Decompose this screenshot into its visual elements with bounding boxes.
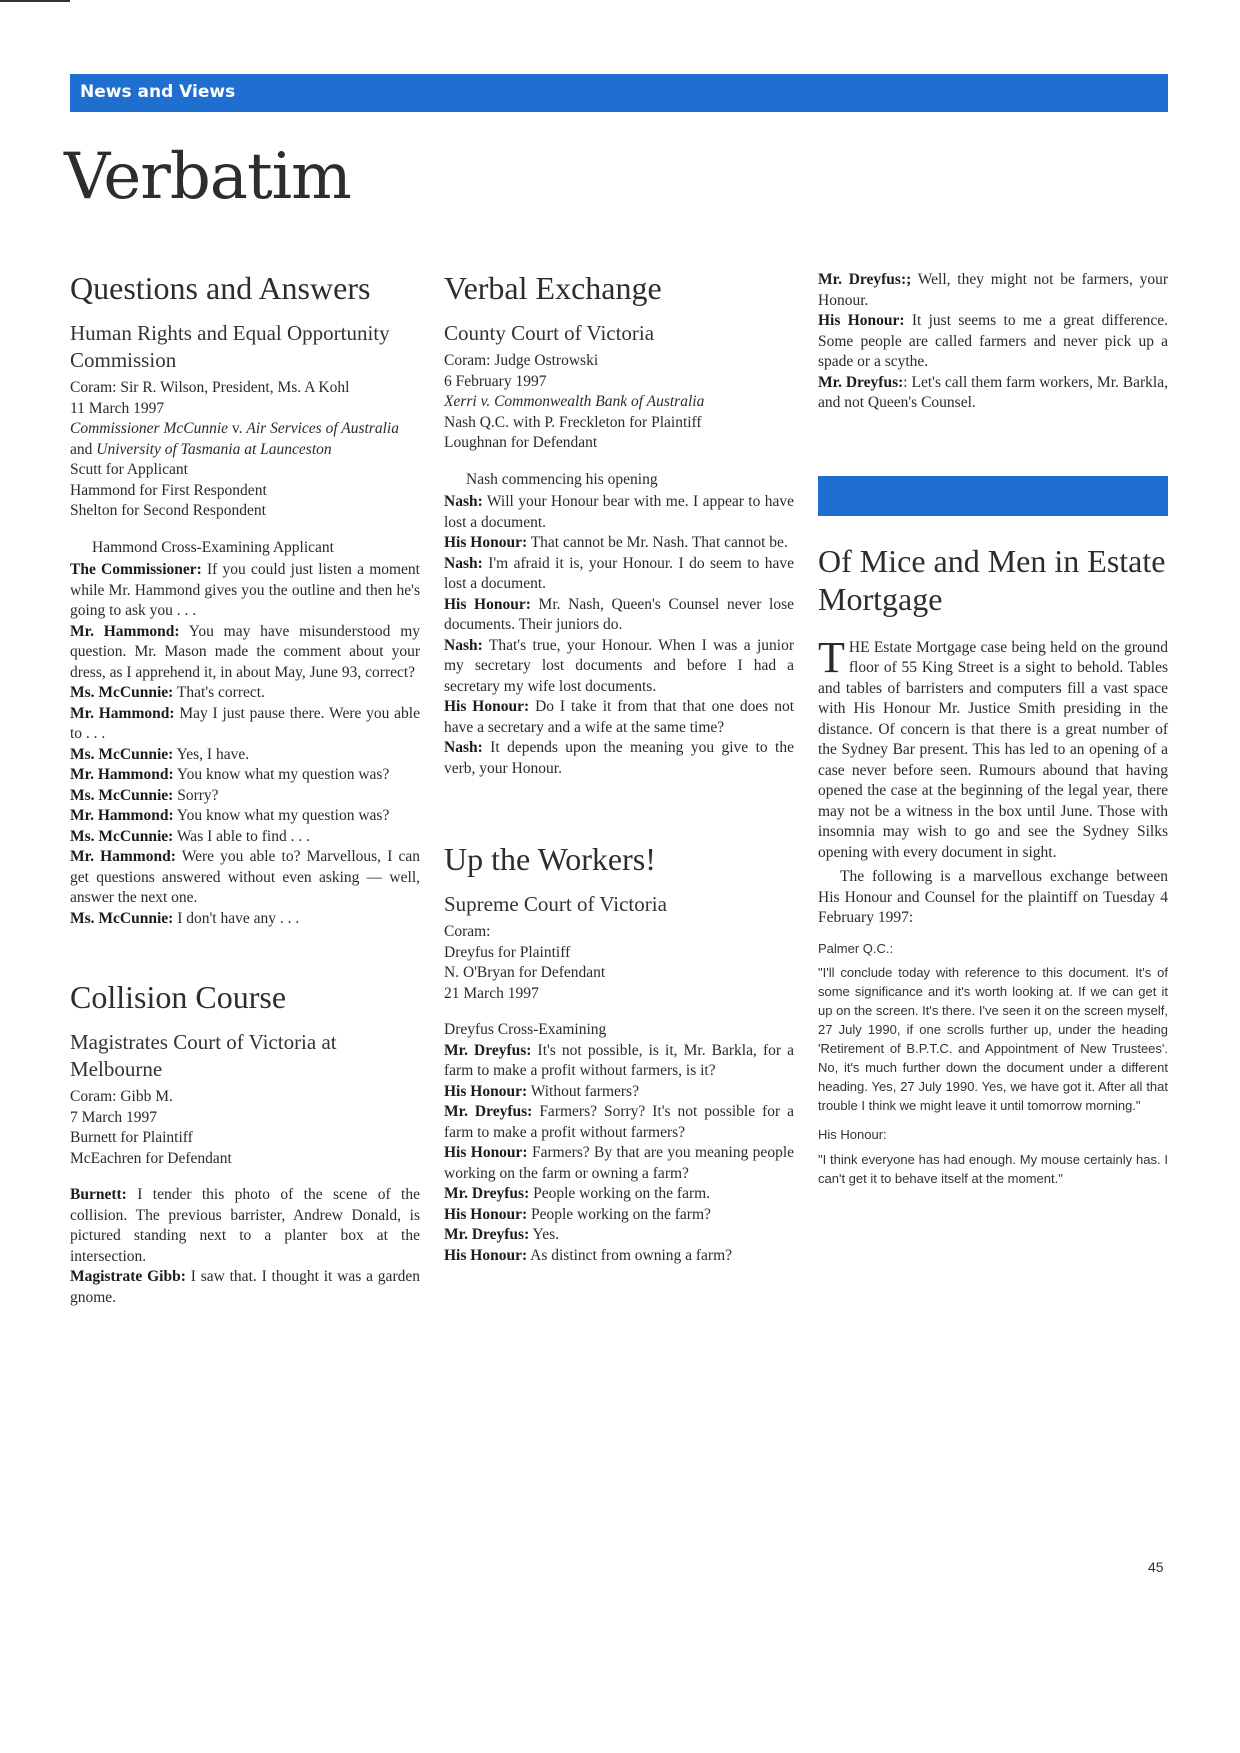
transcript-line: Ms. McCunnie: Sorry? bbox=[70, 786, 219, 804]
date: 11 March 1997 bbox=[70, 399, 165, 417]
transcript-line: Nash: I'm afraid it is, your Honour. I do seem to have lost a document. bbox=[444, 554, 794, 592]
case-details bbox=[444, 922, 794, 1004]
date: 21 March 1997 bbox=[444, 984, 539, 1002]
transcript-line: The Commissioner: If you could just listen a moment while Mr. Hammond gives you the outline and then he's going to ask you . . . bbox=[70, 561, 420, 619]
counsel: Dreyfus for Plaintiff bbox=[444, 943, 571, 961]
story-of-mice-and-men bbox=[818, 542, 1168, 1188]
coram: Coram: Sir R. Wilson, President, Ms. A Kohl bbox=[70, 379, 350, 396]
crop-mark bbox=[0, 0, 70, 10]
story-verbal-exchange bbox=[444, 270, 794, 779]
transcript-line: Mr. Dreyfus:; Well, they might not be farmers, your Honour. bbox=[818, 271, 1168, 309]
counsel: Loughnan for Defendant bbox=[444, 434, 598, 451]
column-middle bbox=[444, 270, 794, 1300]
transcript-line: His Honour: Without farmers? bbox=[444, 1082, 639, 1100]
lead-line: Dreyfus Cross-Examining bbox=[444, 1021, 607, 1038]
transcript-line: Ms. McCunnie: That's correct. bbox=[70, 684, 265, 701]
court-name: County Court of Victoria bbox=[444, 321, 655, 345]
story-title: Verbal Exchange bbox=[444, 270, 662, 306]
coram: Coram: Gibb M. bbox=[70, 1088, 173, 1105]
body-paragraph: THE Estate Mortgage case being held on the ground floor of 55 King Street is a sight to behold. Tables and tables of barristers and computers fill a vast space with His Honour Mr. Justice Smith presiding in the distance. Of concern is that there is a great number of the Sydney Bar present. This has led to an opening of a case never before seen. Rumours abound that having opened the case at the beginning of the legal year, there may not be a witness in the box until June. Those with insomnia may wish to go and see the Sydney Silks opening with every document in sight. bbox=[818, 632, 1168, 861]
quote-speaker: His Honour: bbox=[818, 1127, 887, 1142]
transcript-line: Mr. Dreyfus: People working on the farm. bbox=[444, 1185, 711, 1202]
coram: Coram: Judge Ostrowski bbox=[444, 352, 599, 369]
transcript-line: Ms. McCunnie: I don't have any . . . bbox=[70, 909, 300, 927]
case-details bbox=[444, 351, 794, 454]
page-number: 45 bbox=[1148, 1559, 1164, 1575]
transcript-line: Nash: That's true, your Honour. When I was a junior my secretary lost documents and before I had a secretary my wife lost documents. bbox=[444, 636, 794, 695]
transcript-line: His Honour: It just seems to me a great difference. Some people are called farmers and never pick up a spade or a scythe. bbox=[818, 312, 1169, 370]
court-name: Magistrates Court of Victoria at Melbourne bbox=[70, 1030, 337, 1081]
transcript-line: Mr. Dreyfus: Yes. bbox=[444, 1226, 559, 1243]
transcript-line: Magistrate Gibb: I saw that. I thought it was a garden gnome. bbox=[70, 1268, 420, 1306]
section-banner bbox=[70, 74, 1168, 112]
transcript-line: Nash: Will your Honour bear with me. I appear to have lost a document. bbox=[444, 493, 794, 531]
transcript-line: Ms. McCunnie: Was I able to find . . . bbox=[70, 827, 310, 845]
quote-text: "I think everyone has had enough. My mouse certainly has. I can't get it to behave itself at the moment." bbox=[818, 1151, 1168, 1186]
transcript-line: His Honour: Do I take it from that that one does not have a secretary and a wife at the same time? bbox=[444, 698, 795, 736]
transcript-line: Mr. Hammond: May I just pause there. Were you able to . . . bbox=[70, 704, 420, 742]
page-title: Verbatim bbox=[64, 140, 351, 214]
transcript-line: Mr. Hammond: You may have misunderstood my question. Mr. Mason made the comment about your dress, as I apprehend it, in about May, June 93, correct? bbox=[70, 622, 421, 681]
transcript-line: His Honour: That cannot be Mr. Nash. That cannot be. bbox=[444, 534, 788, 551]
counsel: McEachren for Defendant bbox=[70, 1149, 232, 1167]
counsel: Hammond for First Respondent bbox=[70, 481, 267, 499]
transcript-line: Burnett: I tender this photo of the scene of the collision. The previous barrister, Andrew Donald, is pictured standing next to a planter box at the intersection. bbox=[70, 1186, 420, 1265]
date: 7 March 1997 bbox=[70, 1108, 157, 1126]
court-name: Human Rights and Equal Opportunity Commission bbox=[70, 321, 390, 372]
column-left bbox=[70, 270, 420, 1342]
transcript-line: Nash: It depends upon the meaning you give to the verb, your Honour. bbox=[444, 739, 794, 777]
story-title: Collision Course bbox=[70, 979, 287, 1015]
transcript-line: Mr. Dreyfus:: Let's call them farm workers, Mr. Barkla, and not Queen's Counsel. bbox=[818, 373, 1168, 411]
counsel: N. O'Bryan for Defendant bbox=[444, 964, 606, 981]
court-name: Supreme Court of Victoria bbox=[444, 892, 667, 916]
transcript-line: His Honour: Farmers? By that are you meaning people working on the farm or owning a farm? bbox=[444, 1144, 794, 1182]
counsel: Nash Q.C. with P. Freckleton for Plaintiff bbox=[444, 413, 702, 431]
transcript-line: Ms. McCunnie: Yes, I have. bbox=[70, 745, 250, 763]
lead-line: Hammond Cross-Examining Applicant bbox=[92, 538, 334, 556]
section-label: News and Views bbox=[80, 82, 236, 102]
transcript-line: Mr. Hammond: You know what my question was? bbox=[70, 766, 390, 783]
case-details bbox=[70, 378, 420, 522]
counsel: Burnett for Plaintiff bbox=[70, 1129, 193, 1146]
story-title: Up the Workers! bbox=[444, 841, 656, 877]
transcript-line: Mr. Hammond: You know what my question was? bbox=[70, 807, 390, 824]
blue-banner bbox=[818, 476, 1168, 516]
transcript-line: His Honour: Mr. Nash, Queen's Counsel never lose documents. Their juniors do. bbox=[444, 595, 794, 633]
story-title: Of Mice and Men in Estate Mortgage bbox=[818, 542, 1166, 617]
story-title: Questions and Answers bbox=[70, 270, 371, 306]
transcript-line: His Honour: People working on the farm? bbox=[444, 1205, 711, 1223]
quote-speaker: Palmer Q.C.: bbox=[818, 940, 894, 956]
transcript-line: His Honour: As distinct from owning a farm? bbox=[444, 1246, 733, 1264]
story-up-the-workers bbox=[444, 841, 794, 1266]
case-details bbox=[70, 1087, 420, 1169]
body-paragraph: The following is a marvellous exchange between His Honour and Counsel for the plaintiff on Tuesday 4 February 1997: bbox=[818, 868, 1168, 926]
transcript-line: Mr. Dreyfus: Farmers? Sorry? It's not possible for a farm to make a profit without farmers? bbox=[444, 1103, 794, 1141]
story-up-the-workers-continued bbox=[818, 270, 1168, 414]
transcript-line: Mr. Dreyfus: It's not possible, is it, Mr. Barkla, for a farm to make a profit without farmers, is it? bbox=[444, 1041, 794, 1079]
coram: Coram: bbox=[444, 923, 491, 940]
counsel: Scutt for Applicant bbox=[70, 461, 188, 478]
date: 6 February 1997 bbox=[444, 372, 547, 390]
case-name: Xerri v. Commonwealth Bank of Australia bbox=[444, 393, 705, 410]
quote-text: "I'll conclude today with reference to this document. It's of some significance and it's worth looking at. If we can get it up on the screen. It's there. I've seen it on the screen myself, 27 July 1990, if one scrolls further up, under the heading 'Retirement of B.P.T.C. and Appointment of New Trustees'. No, it's much further down the document under a different heading. Yes, 27 July 1990. Yes, we have got it. After all that trouble I think we might leave it until tomorrow morning." bbox=[818, 965, 1168, 1113]
drop-cap: T bbox=[818, 632, 845, 682]
case-name: Commissioner McCunnie v. Air Services of Australia and University of Tasmania at Launceston bbox=[70, 420, 399, 458]
counsel: Shelton for Second Respondent bbox=[70, 502, 266, 519]
story-questions-and-answers bbox=[70, 270, 420, 929]
column-right bbox=[818, 270, 1168, 1188]
lead-line: Nash commencing his opening bbox=[466, 470, 658, 488]
story-collision-course bbox=[70, 979, 420, 1308]
transcript-line: Mr. Hammond: Were you able to? Marvellous, I can get questions answered without even asking — well, answer the next one. bbox=[70, 848, 420, 906]
